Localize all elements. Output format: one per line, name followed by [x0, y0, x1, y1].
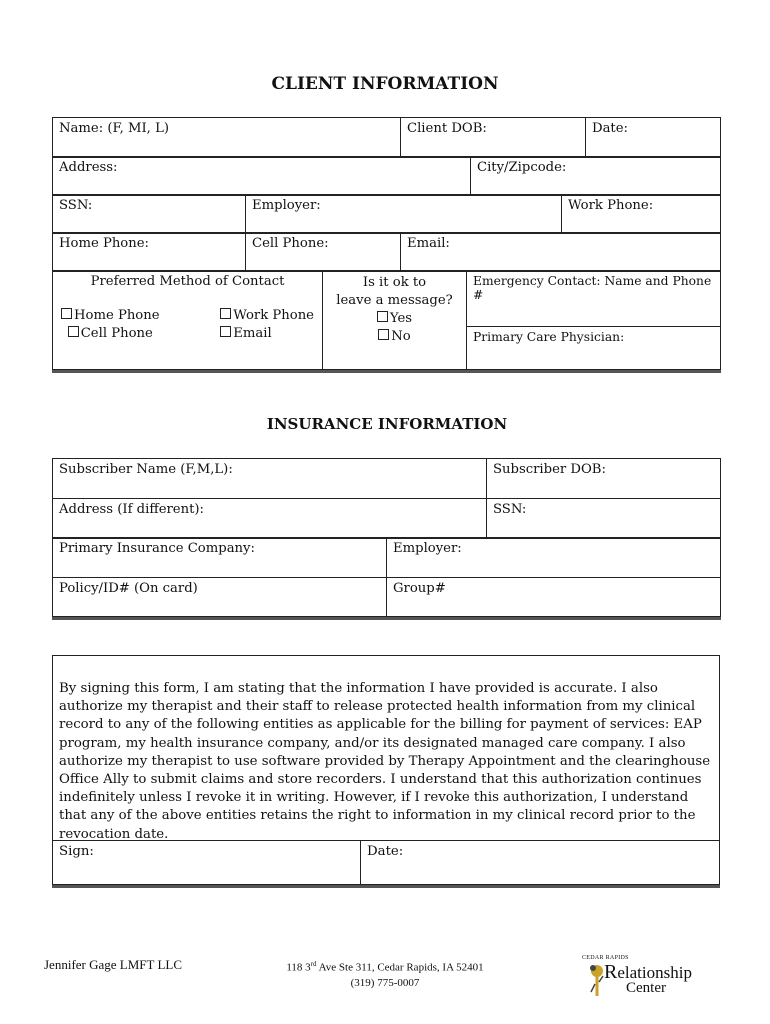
address-field[interactable]: Address:	[53, 157, 471, 196]
client-info-title: CLIENT INFORMATION	[271, 74, 499, 94]
client-info-table-a	[52, 117, 721, 158]
insurance-table-b	[52, 537, 721, 617]
client-info-table-d	[52, 232, 721, 272]
insurance-address-field[interactable]: Address (If different):	[53, 499, 487, 539]
city-zip-field[interactable]: City/Zipcode:	[471, 157, 721, 196]
checkbox-icon	[378, 329, 389, 340]
relationship-center-logo	[582, 955, 702, 1000]
client-info-table-c	[52, 194, 721, 234]
name-field[interactable]: Name: (F, MI, L)	[53, 118, 401, 158]
employer-field[interactable]: Employer:	[246, 195, 562, 234]
insurance-info-title: INSURANCE INFORMATION	[266, 415, 508, 433]
logo-wordmark: Relationship	[604, 961, 692, 983]
preferred-contact-cell	[53, 271, 323, 370]
checkbox-yes[interactable]: Yes	[329, 310, 460, 328]
practice-name: Jennifer Gage LMFT LLC	[44, 957, 183, 972]
checkbox-icon	[377, 311, 388, 322]
client-dob-field[interactable]: Client DOB:	[401, 118, 586, 158]
checkbox-cell-phone[interactable]: Cell Phone	[61, 325, 160, 343]
client-info-table-b	[52, 156, 721, 196]
leave-message-cell	[323, 271, 467, 370]
authorization-box	[52, 655, 720, 885]
home-phone-field[interactable]: Home Phone:	[53, 233, 246, 272]
insurance-employer-field[interactable]: Employer:	[387, 538, 721, 578]
insurance-table-a	[52, 458, 721, 539]
leave-message-question-1: Is it ok to	[362, 275, 427, 290]
group-number-field[interactable]: Group#	[387, 578, 721, 617]
policy-id-field[interactable]: Policy/ID# (On card)	[53, 578, 387, 617]
contact-preferences-table	[52, 270, 721, 370]
subscriber-dob-field[interactable]: Subscriber DOB:	[487, 459, 721, 499]
signature-row	[53, 840, 719, 885]
date-field[interactable]: Date:	[586, 118, 721, 158]
checkbox-icon	[61, 308, 72, 319]
work-phone-field[interactable]: Work Phone:	[562, 195, 721, 234]
checkbox-icon	[220, 308, 231, 319]
ssn-field[interactable]: SSN:	[53, 195, 246, 234]
checkbox-email[interactable]: Email	[220, 325, 314, 343]
primary-care-physician-field[interactable]: Primary Care Physician:	[467, 327, 721, 370]
cell-phone-field[interactable]: Cell Phone:	[246, 233, 401, 272]
checkbox-home-phone[interactable]: Home Phone	[61, 307, 160, 325]
sign-field[interactable]: Sign:	[53, 841, 361, 885]
logo-center-text: Center	[626, 980, 666, 996]
checkbox-icon	[220, 326, 231, 337]
emergency-contact-field[interactable]: Emergency Contact: Name and Phone #	[467, 271, 721, 327]
subscriber-name-field[interactable]: Subscriber Name (F,M,L):	[53, 459, 487, 499]
leave-message-question-2: leave a message?	[336, 293, 453, 308]
authorization-text: By signing this form, I am stating that the information I have provided is accurate. I also authorize my therapist and their staff to release protected health information from my clinical record to any of the following entities as applicable for the billing for payment of services: EAP program, my health insurance company, and/or its designated managed care company. I also authorize my therapist to use software provided by Therapy Appointment and the clearinghouse Office Ally to submit claims and store recorders. I understand that this authorization continues indefinitely unless I revoke it in writing. However, if I revoke this authorization, I understand that any of the above entities retains the right to information in my clinical record prior to the revocation date.	[59, 681, 711, 842]
checkbox-icon	[68, 326, 79, 337]
checkbox-work-phone[interactable]: Work Phone	[220, 307, 314, 325]
logo-city-text: CEDAR RAPIDS	[582, 955, 629, 961]
insurance-ssn-field[interactable]: SSN:	[487, 499, 721, 539]
practice-phone: (319) 775-0007	[350, 976, 420, 989]
preferred-contact-label: Preferred Method of Contact	[90, 274, 285, 289]
sign-date-field[interactable]: Date:	[367, 844, 404, 859]
checkbox-no[interactable]: No	[329, 328, 460, 346]
primary-insurance-company-field[interactable]: Primary Insurance Company:	[53, 538, 387, 578]
practice-address: 118 3rd Ave Ste 311, Cedar Rapids, IA 52401 (319) 775-0007	[265, 957, 505, 991]
email-field[interactable]: Email:	[401, 233, 721, 272]
